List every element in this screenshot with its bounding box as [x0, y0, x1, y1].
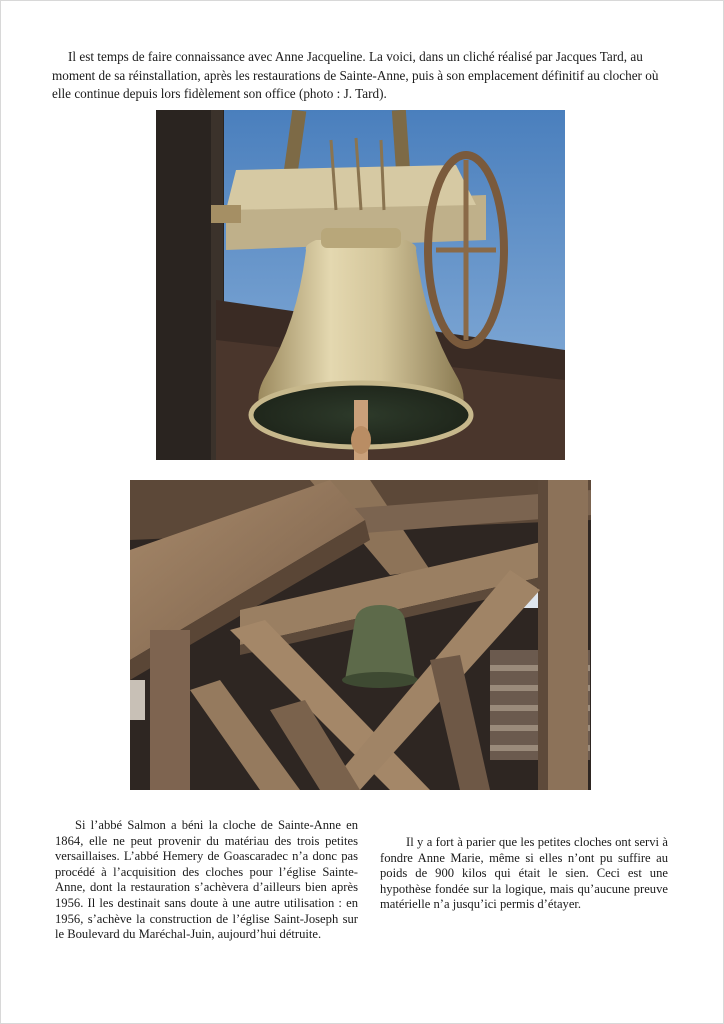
belfry-photo: [130, 480, 591, 790]
bell-photo-illustration: [156, 110, 565, 460]
belfry-photo-illustration: [130, 480, 591, 790]
bell-photo: [156, 110, 565, 460]
left-column-paragraph: Si l’abbé Salmon a béni la cloche de Sainte-Anne en 1864, elle ne peut provenir du matériau des trois petites versaillaises. L’abbé Hemery de Goascaradec n’a donc pas procédé à l’acquisition des cloches pour l’église Sainte-Anne, dont la restauration s’achèvera d’ailleurs bien après 1956. Il les destinait sans doute à une autre utilisation : en 1956, s’achève la construction de l’église Saint-Joseph sur le Boulevard du Maréchal-Juin, aujourd’hui détruite.: [55, 818, 358, 942]
right-column-paragraph: Il y a fort à parier que les petites cloches ont servi à fondre Anne Marie, même si elles n’ont pu suffire au poids de 900 kilos qui était le sien. Ceci est une hypothèse fondée sur la logique, mais qu’aucune preuve matérielle n’a jusqu’ici permis d’étayer.: [380, 835, 668, 912]
intro-paragraph: Il est temps de faire connaissance avec Anne Jacqueline. La voici, dans un cliché réalisé par Jacques Tard, au moment de sa réinstallation, après les restaurations de Sainte-Anne, puis à son emplacement définitif au clocher où elle continue depuis lors fidèlement son office (photo : J. Tard).: [52, 49, 659, 101]
